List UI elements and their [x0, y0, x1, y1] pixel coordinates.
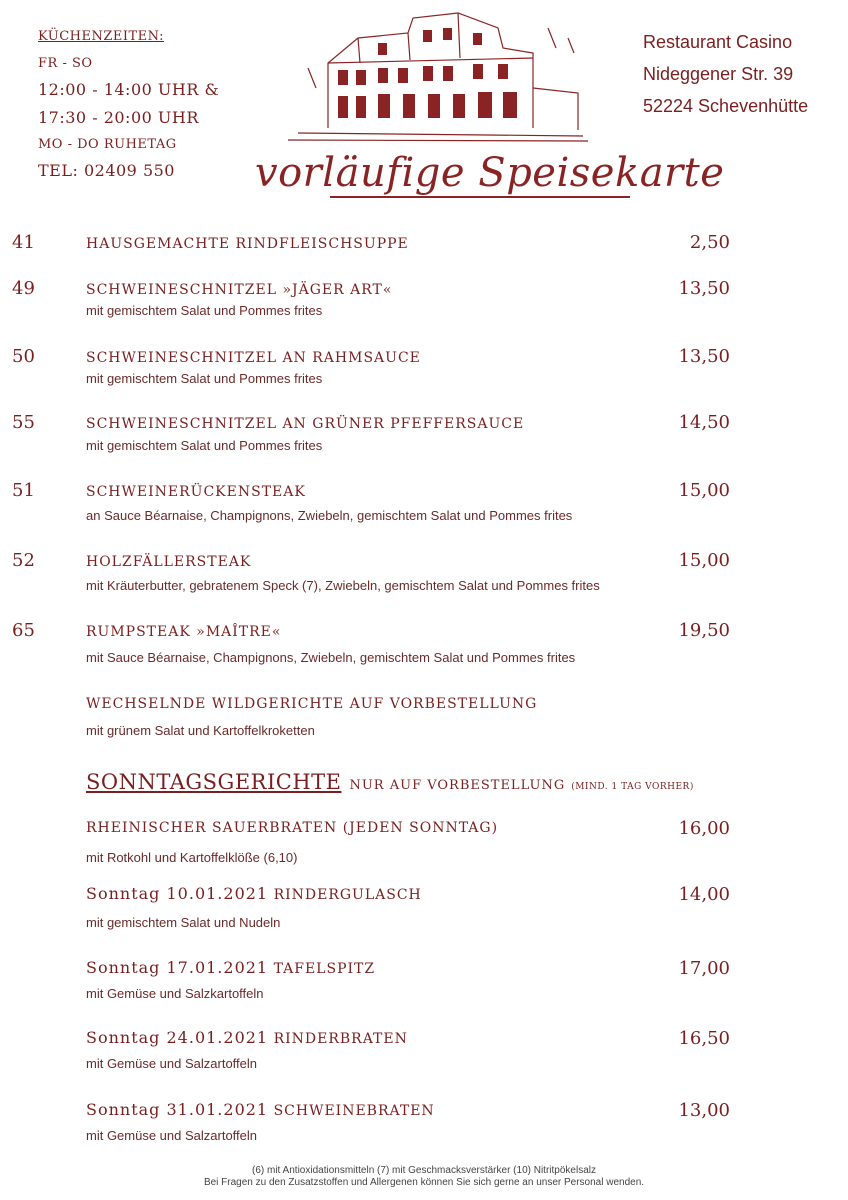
hours-title: KÜCHENZEITEN: [38, 29, 164, 44]
item-description: mit Rotkohl und Kartoffelklöße (6,10) [86, 850, 298, 865]
item-description: mit Gemüse und Salzartoffeln [86, 1056, 258, 1071]
item-price: 16,00 [678, 818, 730, 839]
item-price: 15,00 [678, 550, 730, 571]
item-price: 14,50 [678, 412, 730, 433]
restaurant-street: Nideggener Str. 39 [643, 64, 794, 84]
hours-closed: MO - DO RUHETAG [38, 137, 177, 152]
item-description: mit gemischtem Salat und Nudeln [86, 915, 281, 930]
restaurant-city: 52224 Schevenhütte [643, 96, 809, 116]
item-price: 13,50 [678, 278, 730, 299]
item-description: mit Sauce Béarnaise, Champignons, Zwiebeln, gemischtem Salat und Pommes frites [86, 650, 576, 665]
item-description: mit grünem Salat und Kartoffelkroketten [86, 723, 315, 738]
item-description: mit Gemüse und Salzartoffeln [86, 1128, 258, 1143]
item-number: 51 [12, 480, 35, 501]
item-price: 14,00 [678, 884, 730, 905]
item-name: HOLZFÄLLERSTEAK [86, 554, 252, 570]
item-price: 16,50 [678, 1028, 730, 1049]
item-name: SCHWEINERÜCKENSTEAK [86, 484, 306, 500]
item-price: 13,00 [678, 1100, 730, 1121]
sunday-note: (MIND. 1 TAG VORHER) [571, 782, 694, 792]
sunday-item-date: Sonntag 31.01.2021 [86, 1100, 269, 1119]
footer-allergen-note: Bei Fragen zu den Zusatzstoffen und Allergenen können Sie sich gerne an unser Personal wenden. [203, 1177, 645, 1188]
item-price: 2,50 [689, 232, 730, 253]
sunday-item-title: RINDERBRATEN [273, 1031, 408, 1047]
item-price: 17,00 [678, 958, 730, 979]
item-name: SCHWEINESCHNITZEL AN GRÜNER PFEFFERSAUCE [86, 416, 525, 432]
item-number: 50 [12, 346, 35, 367]
sunday-item-title: RINDERGULASCH [273, 887, 422, 903]
item-description: mit Gemüse und Salzkartoffeln [86, 986, 264, 1001]
item-number: 65 [12, 620, 35, 641]
hours-times-1: 12:00 - 14:00 UHR & [38, 80, 220, 99]
title-underline [330, 196, 630, 198]
item-description: mit gemischtem Salat und Pommes frites [86, 371, 323, 386]
item-price: 19,50 [678, 620, 730, 641]
sunday-item-name [86, 884, 422, 903]
item-number: 55 [12, 412, 35, 433]
opening-hours [38, 30, 219, 191]
item-description: mit gemischtem Salat und Pommes frites [86, 438, 323, 453]
item-number: 52 [12, 550, 35, 571]
allergen-footer [0, 1165, 848, 1189]
hours-days: FR - SO [38, 56, 93, 71]
item-name: RUMPSTEAK »MAÎTRE« [86, 624, 282, 640]
item-description: mit gemischtem Salat und Pommes frites [86, 303, 323, 318]
sunday-section-heading [86, 770, 694, 794]
restaurant-building-illustration [288, 8, 593, 143]
sunday-heading: SONNTAGSGERICHTE [86, 770, 342, 794]
restaurant-name: Restaurant Casino [643, 32, 793, 52]
sunday-item-name [86, 958, 375, 977]
sunday-item-date: Sonntag 10.01.2021 [86, 884, 269, 903]
sunday-item-date: Sonntag 24.01.2021 [86, 1028, 269, 1047]
item-name: SCHWEINESCHNITZEL »JÄGER ART« [86, 282, 393, 298]
sunday-item-name [86, 1100, 435, 1119]
item-description: an Sauce Béarnaise, Champignons, Zwiebeln, gemischtem Salat und Pommes frites [86, 508, 573, 523]
item-price: 15,00 [678, 480, 730, 501]
footer-additives: (6) mit Antioxidationsmitteln (7) mit Geschmacksverstärker (10) Nitritpökelsalz [252, 1165, 596, 1176]
menu-title: vorläufige Speisekarte [255, 150, 725, 196]
sunday-item-name [86, 1028, 408, 1047]
item-price: 13,50 [678, 346, 730, 367]
hours-times-2: 17:30 - 20:00 UHR [38, 108, 199, 127]
item-description: mit Kräuterbutter, gebratenem Speck (7), Zwiebeln, gemischtem Salat und Pommes frites [86, 578, 600, 593]
sunday-item-title: RHEINISCHER SAUERBRATEN (JEDEN SONNTAG) [86, 820, 499, 836]
sunday-item-title: TAFELSPITZ [273, 961, 376, 977]
item-name: SCHWEINESCHNITZEL AN RAHMSAUCE [86, 350, 421, 366]
sunday-item-date: Sonntag 17.01.2021 [86, 958, 269, 977]
sunday-subheading: NUR AUF VORBESTELLUNG [349, 778, 566, 793]
sunday-item-name [86, 820, 498, 836]
item-name: HAUSGEMACHTE RINDFLEISCHSUPPE [86, 236, 409, 252]
hours-phone: TEL: 02409 550 [38, 161, 175, 180]
item-number: 41 [12, 232, 35, 253]
item-name: WECHSELNDE WILDGERICHTE AUF VORBESTELLUNG [86, 696, 538, 712]
restaurant-address [643, 26, 808, 122]
sunday-item-title: SCHWEINEBRATEN [273, 1103, 435, 1119]
item-number: 49 [12, 278, 35, 299]
